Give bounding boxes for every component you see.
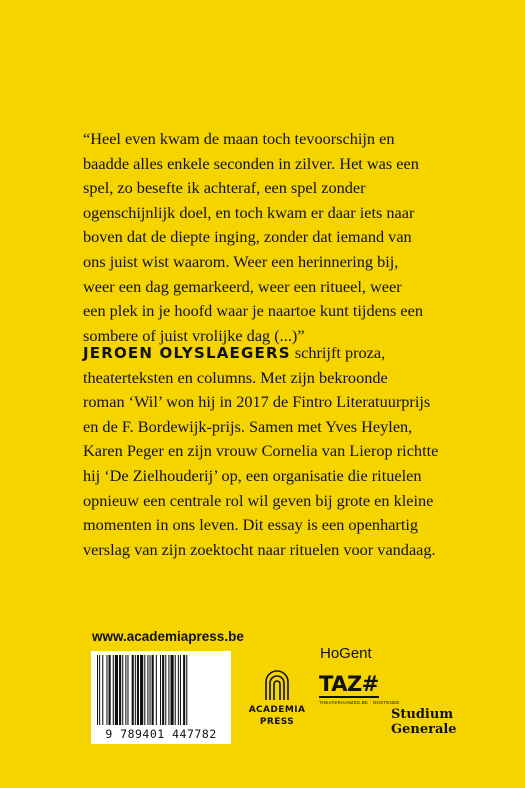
quote-line: weer een dag gemarkeerd, weer een ritueel, weer: [83, 276, 402, 296]
barcode-bar: [113, 655, 114, 725]
barcode-bar: [106, 655, 107, 725]
quote-line: ogenschijnlijk doel, en toch kwam er daar iets naar: [83, 202, 415, 222]
bio-first-line: [83, 341, 463, 366]
barcode-bar: [135, 655, 136, 725]
bio-line: hij ‘De Zielhouderij’ op, een organisatie die rituelen: [83, 465, 422, 485]
barcode-bar: [144, 655, 145, 725]
bio-line: Karen Peger en zijn vrouw Cornelia van Lierop richtte: [83, 441, 439, 461]
barcode-bar: [175, 655, 176, 725]
bio-line: theaterteksten en columns. Met zijn bekroonde: [83, 367, 388, 387]
studium-generale-logo: [391, 707, 457, 737]
barcode-bar: [125, 655, 126, 725]
quote-block: [83, 127, 463, 348]
academia-arches-icon: [264, 670, 290, 700]
barcode-bar: [140, 655, 143, 725]
barcode-bar: [147, 655, 148, 725]
isbn-barcode: [91, 651, 231, 744]
bio-text: schrijft proza,: [290, 343, 386, 362]
quote-line: “Heel even kwam de maan toch tevoorschijn en: [83, 129, 395, 148]
author-name: JEROEN OLYSLAEGERS: [83, 344, 291, 362]
barcode-bar: [156, 655, 157, 725]
taz-subtitle: THEATERAANZEE.BE · OOSTENDE: [319, 700, 400, 705]
barcode-bar: [183, 655, 185, 725]
quote-line: een plek in je hoofd waar je naartoe kunt tijdens een: [83, 301, 423, 321]
barcode-bar: [132, 655, 134, 725]
barcode-bar: [122, 655, 123, 725]
barcode-bar: [152, 655, 154, 725]
quote-line: sombere of juist vrolijke dag (...)”: [83, 325, 305, 345]
academia-name: ACADEMIA: [248, 705, 306, 715]
barcode-bar: [168, 655, 169, 725]
barcode-icon: [97, 655, 225, 725]
author-bio: [83, 341, 463, 562]
bio-line: en de F. Bordewijk-prijs. Samen met Yves Heylen,: [83, 416, 413, 436]
hogent-logo: HoGent: [320, 645, 372, 662]
barcode-bar: [165, 655, 166, 725]
academia-press-logo: [247, 670, 307, 728]
barcode-bar: [150, 655, 151, 725]
barcode-bar: [171, 655, 174, 725]
barcode-bar: [186, 655, 187, 725]
quote-line: ons juist wist waarom. Weer een herinnering bij,: [83, 251, 399, 271]
bio-line: momenten in ons leven. Dit essay is een openhartig: [83, 515, 419, 535]
isbn-digits: 9 789401 447782: [105, 727, 217, 741]
quote-line: baadde alles enkele seconden in zilver. Het was een: [83, 153, 419, 173]
barcode-bar: [119, 655, 121, 725]
studium-word: Studium: [391, 707, 454, 722]
publisher-url[interactable]: www.academiapress.be: [92, 629, 244, 644]
barcode-bar: [115, 655, 118, 725]
generale-word: Generale: [391, 722, 457, 737]
barcode-bar: [102, 655, 103, 725]
barcode-bar: [180, 655, 181, 725]
barcode-bar: [137, 655, 139, 725]
quote-line: boven dat de diepte inging, zonder dat iemand van: [83, 227, 412, 247]
barcode-bar: [97, 655, 98, 725]
barcode-bar: [178, 655, 179, 725]
taz-logo: [319, 672, 400, 705]
barcode-bar: [162, 655, 164, 725]
academia-press: PRESS: [259, 717, 295, 727]
barcode-bar: [127, 655, 128, 725]
bio-line: opnieuw een centrale rol wil geven bij grote en kleine: [83, 490, 434, 510]
barcode-bar: [99, 655, 100, 725]
taz-mark: TAZ#: [319, 672, 379, 696]
barcode-bar: [160, 655, 161, 725]
bio-line: verslag van zijn zoektocht naar rituelen voor vandaag.: [83, 539, 436, 559]
bio-line: roman ‘Wil’ won hij in 2017 de Fintro Literatuurprijs: [83, 392, 431, 412]
quote-line: spel, zo besefte ik achteraf, een spel zonder: [83, 178, 366, 198]
barcode-bar: [109, 655, 111, 725]
